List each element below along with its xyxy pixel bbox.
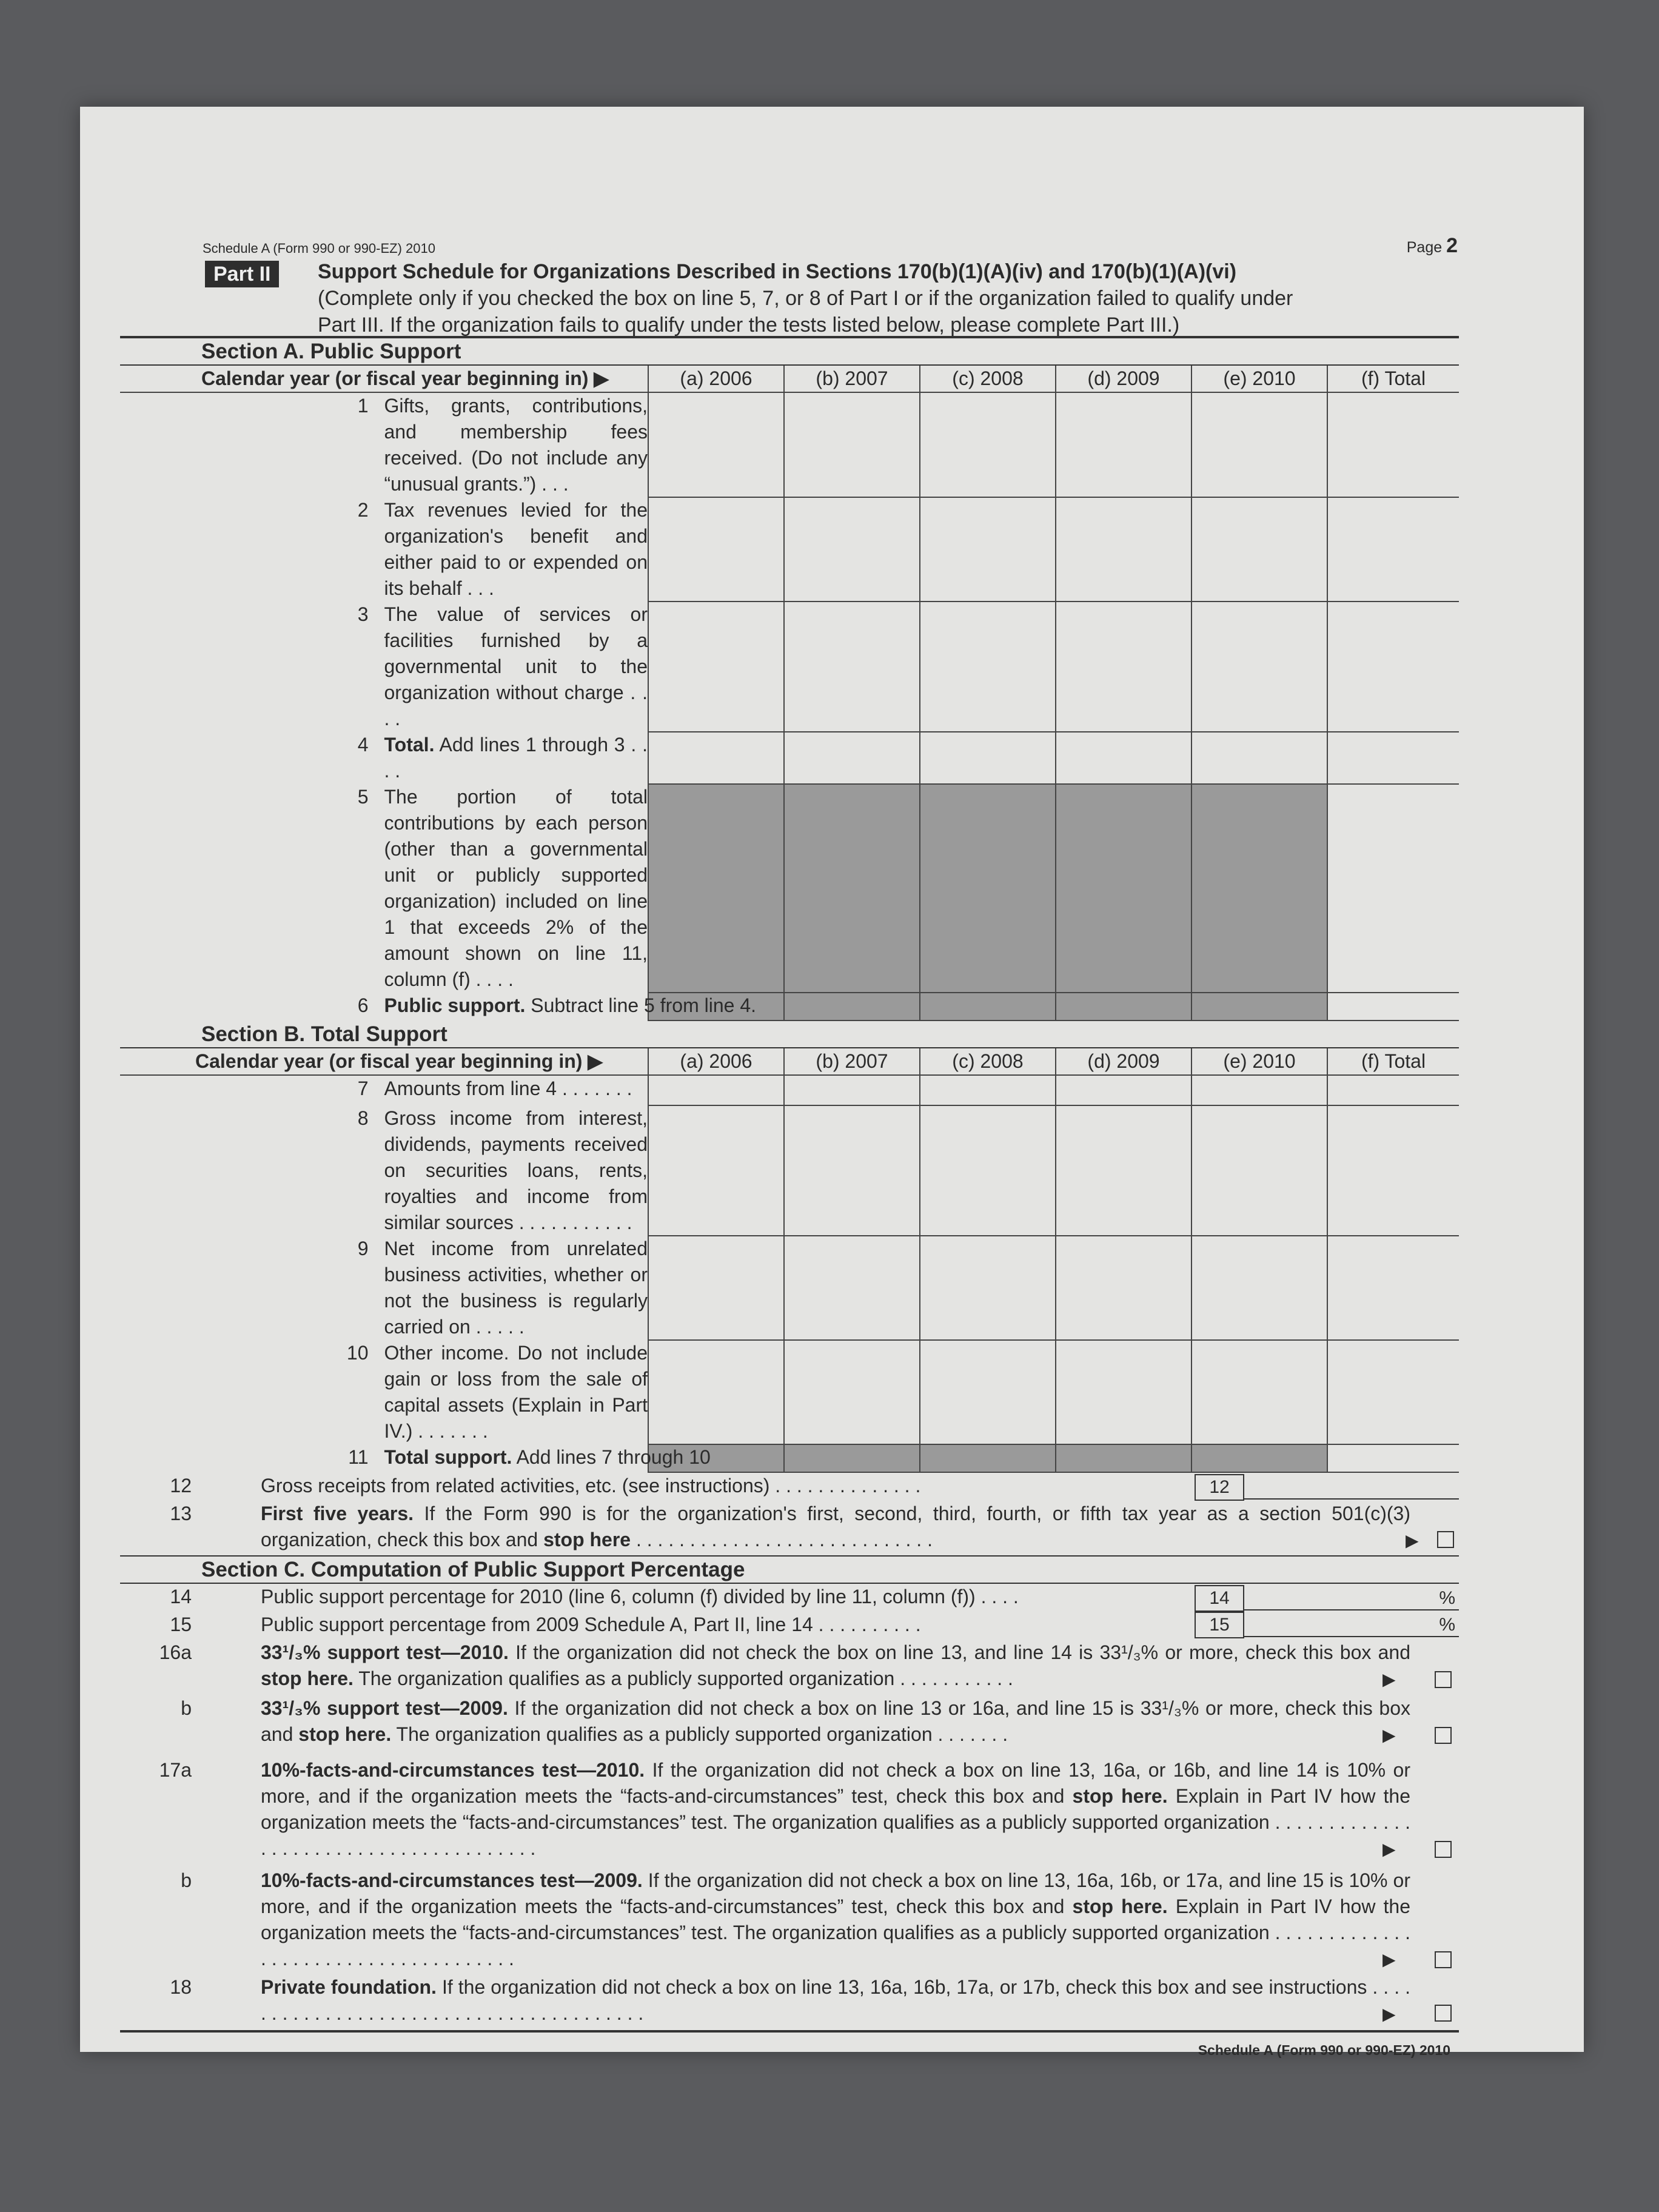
line-15-box-label: 15 — [1195, 1612, 1244, 1638]
line-8-col-b[interactable] — [784, 1105, 920, 1236]
line-8-col-c[interactable] — [920, 1105, 1056, 1236]
line-number: 12 — [170, 1475, 192, 1496]
line-1-col-d[interactable] — [1056, 392, 1191, 497]
line-9-row — [120, 1236, 1459, 1340]
line-3-col-c[interactable] — [920, 602, 1056, 732]
line-9-col-a[interactable] — [648, 1236, 784, 1340]
line-7-col-f[interactable] — [1327, 1075, 1459, 1105]
line-2-col-a[interactable] — [648, 497, 784, 602]
col-header-a: (a) 2006 — [648, 1048, 784, 1075]
shaded-cell — [1056, 1444, 1191, 1472]
line-description: Public support percentage from 2009 Schedule A, Part II, line 14 . . . . . . . . . . — [261, 1614, 921, 1635]
arrow-icon: ▶ — [1382, 2005, 1396, 2023]
arrow-icon: ▶ — [1382, 1670, 1396, 1689]
page-number: Page 2 — [1406, 234, 1458, 257]
col-header-b: (b) 2007 — [784, 366, 920, 392]
line-5-row — [120, 784, 1459, 993]
line-6-row — [120, 993, 1459, 1021]
line-3-col-d[interactable] — [1056, 602, 1191, 732]
line-1-col-c[interactable] — [920, 392, 1056, 497]
part-title-block — [318, 258, 1453, 338]
col-header-d: (d) 2009 — [1056, 366, 1191, 392]
line-2-col-b[interactable] — [784, 497, 920, 602]
line-9-col-e[interactable] — [1191, 1236, 1327, 1340]
shaded-cell — [1191, 784, 1327, 993]
line-description: Private foundation. If the organization did not check a box on line 13, 16a, 16b, 17a, or 17b, check this box and see instructions . . . . . . . . . . . . . . . . . . . . . . . . . . . . . . . . . . . . . . . . — [261, 1976, 1411, 2024]
line-number: 17a — [159, 1759, 192, 1781]
line-7-col-c[interactable] — [920, 1075, 1056, 1105]
line-15-percent-field[interactable] — [1244, 1612, 1459, 1637]
line-15-row — [120, 1612, 1459, 1640]
shaded-cell — [1191, 993, 1327, 1021]
line-number: 11 — [348, 1446, 369, 1468]
col-header-c: (c) 2008 — [920, 1048, 1056, 1075]
line-14-box-label: 14 — [1195, 1585, 1244, 1612]
line-description: The portion of total contributions by each person (other than a governmental unit or publicly supported organization) included on line 1 that exceeds 2% of the amount shown on line 11, column (f) . . . . — [384, 786, 648, 990]
line-7-col-b[interactable] — [784, 1075, 920, 1105]
arrow-icon: ▶ — [1382, 1840, 1396, 1858]
line-12-box-label: 12 — [1195, 1474, 1244, 1501]
footer-form-reference: Schedule A (Form 990 or 990-EZ) 2010 — [1198, 2042, 1450, 2058]
line-description: 33¹/₃% support test—2009. If the organization did not check a box on line 13 or 16a, and line 15 is 33¹/₃% or more, check this box and stop here. The organization qualifies as a publicly supported organization . . . . . . . — [261, 1697, 1411, 1745]
line-17a-row — [120, 1757, 1459, 1868]
line-description: Public support percentage for 2010 (line 6, column (f) divided by line 11, column (f)) . . . . — [261, 1586, 1019, 1607]
line-16b-checkbox[interactable] — [1435, 1727, 1452, 1744]
line-17b-row — [120, 1868, 1459, 1974]
line-4-col-e[interactable] — [1191, 732, 1327, 784]
line-4-col-c[interactable] — [920, 732, 1056, 784]
section-b-table — [120, 1048, 1459, 1473]
section-c-title: Section C. Computation of Public Support Percentage — [120, 1557, 1459, 1584]
line-4-col-d[interactable] — [1056, 732, 1191, 784]
line-number: 7 — [357, 1078, 369, 1099]
col-header-a: (a) 2006 — [648, 366, 784, 392]
line-description: Gifts, grants, contributions, and membership fees received. (Do not include any “unusual grants.”) . . . — [384, 395, 648, 495]
line-9-col-d[interactable] — [1056, 1236, 1191, 1340]
line-description: First five years. If the Form 990 is for the organization's first, second, third, fourth, or fifth tax year as a section 501(c)(3) organization, check this box and stop here . . . . . . . . . . . . . . . . . . . . . . . . . . . . — [261, 1503, 1411, 1550]
line-17b-checkbox[interactable] — [1435, 1951, 1452, 1968]
part-instructions-1: (Complete only if you checked the box on line 5, 7, or 8 of Part I or if the organization failed to qualify under — [318, 287, 1293, 310]
section-a-title: Section A. Public Support — [120, 338, 1459, 366]
line-description: Gross receipts from related activities, etc. (see instructions) . . . . . . . . . . . . . . — [261, 1475, 921, 1496]
line-3-col-f[interactable] — [1327, 602, 1459, 732]
shaded-cell — [920, 784, 1056, 993]
line-2-col-f[interactable] — [1327, 497, 1459, 602]
shaded-cell — [1191, 1444, 1327, 1472]
line-description: Tax revenues levied for the organization's benefit and either paid to or expended on its behalf . . . — [384, 499, 648, 599]
line-number: 10 — [346, 1342, 369, 1364]
col-header-b: (b) 2007 — [784, 1048, 920, 1075]
line-2-col-c[interactable] — [920, 497, 1056, 602]
line-1-col-a[interactable] — [648, 392, 784, 497]
line-number: b — [181, 1869, 192, 1891]
line-8-col-a[interactable] — [648, 1105, 784, 1236]
section-b-title: Section B. Total Support — [120, 1021, 1459, 1048]
line-1-col-e[interactable] — [1191, 392, 1327, 497]
col-header-e: (e) 2010 — [1191, 366, 1327, 392]
col-header-f: (f) Total — [1327, 366, 1459, 392]
line-8-col-f[interactable] — [1327, 1105, 1459, 1236]
section-a-column-headers — [120, 366, 1459, 392]
line-number: 15 — [170, 1614, 192, 1635]
line-7-row — [120, 1075, 1459, 1105]
line-number: 1 — [357, 395, 369, 417]
line-16b-row — [120, 1695, 1459, 1757]
line-10-col-e[interactable] — [1191, 1340, 1327, 1444]
line-7-col-a[interactable] — [648, 1075, 784, 1105]
line-13-row — [120, 1501, 1459, 1557]
line-9-col-f[interactable] — [1327, 1236, 1459, 1340]
line-description: 10%-facts-and-circumstances test—2009. If the organization did not check a box on line 13, 16a, 16b, or 17a, and line 15 is 10% or more, and if the organization meets the “facts-and-circumstances” test, check this box and stop here. Explain in Part IV how the organization meets the “facts-and-circumstances” test. The organization qualifies as a publicly supported organization . . . . . . . . . . . . . . . . . . . . . . . . . . . . . . . . . . . . . — [261, 1869, 1411, 1969]
line-1-col-b[interactable] — [784, 392, 920, 497]
part-ii-header — [120, 255, 1459, 338]
line-4-col-b[interactable] — [784, 732, 920, 784]
line-14-percent-field[interactable] — [1244, 1585, 1459, 1610]
calendar-year-label: Calendar year (or fiscal year beginning in) ▶ — [120, 1048, 648, 1075]
line-number: 4 — [357, 734, 369, 756]
line-10-row — [120, 1340, 1459, 1444]
line-number: 3 — [357, 603, 369, 625]
page-footer — [120, 2033, 1459, 2057]
line-4-row — [120, 732, 1459, 784]
line-4-col-a[interactable] — [648, 732, 784, 784]
line-description: Total. Add lines 1 through 3 . . . . — [384, 734, 648, 782]
shaded-cell — [920, 1444, 1056, 1472]
percent-sign: % — [1439, 1615, 1455, 1635]
line-8-row — [120, 1105, 1459, 1236]
line-6-col-f[interactable] — [1327, 993, 1459, 1021]
line-3-col-e[interactable] — [1191, 602, 1327, 732]
line-description: 10%-facts-and-circumstances test—2010. If the organization did not check a box on line 13, 16a, or 16b, and line 14 is 10% or more, and if the organization meets the “facts-and-circumstances” test, check this box and stop here. Explain in Part IV how the organization meets the “facts-and-circumstances” test. The organization qualifies as a publicly supported organization . . . . . . . . . . . . . . . . . . . . . . . . . . . . . . . . . . . . . . . — [261, 1759, 1411, 1859]
part-instructions-2: Part III. If the organization fails to qualify under the tests listed below, please complete Part III.) — [318, 313, 1180, 337]
part-label: Part II — [205, 261, 279, 287]
form-reference: Schedule A (Form 990 or 990-EZ) 2010 — [203, 241, 435, 256]
section-a-table — [120, 366, 1459, 1021]
col-header-c: (c) 2008 — [920, 366, 1056, 392]
line-10-col-b[interactable] — [784, 1340, 920, 1444]
line-description: Other income. Do not include gain or loss from the sale of capital assets (Explain in Part IV.) . . . . . . . — [384, 1342, 648, 1442]
line-7-col-e[interactable] — [1191, 1075, 1327, 1105]
line-17a-checkbox[interactable] — [1435, 1841, 1452, 1858]
line-description: Amounts from line 4 . . . . . . . — [384, 1078, 632, 1099]
line-8-col-d[interactable] — [1056, 1105, 1191, 1236]
col-header-f: (f) Total — [1327, 1048, 1459, 1075]
arrow-icon: ▶ — [1382, 1726, 1396, 1744]
line-number: 6 — [357, 994, 369, 1016]
shaded-cell — [1056, 784, 1191, 993]
percent-sign: % — [1439, 1588, 1455, 1608]
line-14-row — [120, 1584, 1459, 1612]
calendar-year-label: Calendar year (or fiscal year beginning in) ▶ — [120, 366, 648, 392]
line-13-checkbox[interactable] — [1437, 1531, 1454, 1548]
line-11-row — [120, 1444, 1459, 1472]
line-2-col-e[interactable] — [1191, 497, 1327, 602]
line-7-col-d[interactable] — [1056, 1075, 1191, 1105]
line-9-col-b[interactable] — [784, 1236, 920, 1340]
line-3-col-a[interactable] — [648, 602, 784, 732]
line-10-col-a[interactable] — [648, 1340, 784, 1444]
line-description: Total support. Add lines 7 through 10 — [384, 1446, 711, 1468]
line-number: b — [181, 1697, 192, 1719]
line-18-checkbox[interactable] — [1435, 2005, 1452, 2022]
schedule-a-form — [120, 230, 1459, 2057]
line-11-col-f[interactable] — [1327, 1444, 1459, 1472]
shaded-cell — [1056, 993, 1191, 1021]
line-description: The value of services or facilities furnished by a governmental unit to the organization without charge . . . . — [384, 603, 648, 729]
line-2-col-d[interactable] — [1056, 497, 1191, 602]
line-number: 2 — [357, 499, 369, 521]
col-header-d: (d) 2009 — [1056, 1048, 1191, 1075]
line-16a-row — [120, 1640, 1459, 1695]
line-18-row — [120, 1974, 1459, 2033]
line-number: 14 — [170, 1586, 192, 1607]
line-1-col-f[interactable] — [1327, 392, 1459, 497]
shaded-cell — [920, 993, 1056, 1021]
shaded-cell — [784, 993, 920, 1021]
line-2-row — [120, 497, 1459, 602]
line-1-row — [120, 392, 1459, 497]
line-12-amount-field[interactable] — [1244, 1474, 1459, 1500]
line-number: 9 — [357, 1238, 369, 1259]
line-description: Net income from unrelated business activities, whether or not the business is regularly carried on . . . . . — [384, 1238, 648, 1338]
line-3-row — [120, 602, 1459, 732]
line-10-col-f[interactable] — [1327, 1340, 1459, 1444]
line-16a-checkbox[interactable] — [1435, 1671, 1452, 1688]
line-description: 33¹/₃% support test—2010. If the organization did not check the box on line 13, and line 14 is 33¹/₃% or more, check this box and stop here. The organization qualifies as a publicly supported organization . . . . . . . . . . . — [261, 1641, 1411, 1689]
arrow-icon: ▶ — [1406, 1531, 1419, 1550]
shaded-cell — [648, 784, 784, 993]
line-5-col-f[interactable] — [1327, 784, 1459, 993]
line-number: 5 — [357, 786, 369, 808]
line-3-col-b[interactable] — [784, 602, 920, 732]
line-number: 8 — [357, 1107, 369, 1129]
line-10-col-c[interactable] — [920, 1340, 1056, 1444]
shaded-cell — [784, 784, 920, 993]
line-8-col-e[interactable] — [1191, 1105, 1327, 1236]
section-b-column-headers — [120, 1048, 1459, 1075]
line-number: 16a — [159, 1641, 192, 1663]
line-description: Gross income from interest, dividends, payments received on securities loans, rents, royalties and income from similar sources . . . . . . . . . . . — [384, 1107, 648, 1233]
page-header — [120, 230, 1459, 255]
line-description: Public support. Subtract line 5 from line 4. — [384, 994, 757, 1016]
line-10-col-d[interactable] — [1056, 1340, 1191, 1444]
col-header-e: (e) 2010 — [1191, 1048, 1327, 1075]
line-9-col-c[interactable] — [920, 1236, 1056, 1340]
line-number: 18 — [170, 1976, 192, 1998]
line-4-col-f[interactable] — [1327, 732, 1459, 784]
arrow-icon: ▶ — [1382, 1950, 1396, 1969]
shaded-cell — [784, 1444, 920, 1472]
part-title: Support Schedule for Organizations Described in Sections 170(b)(1)(A)(iv) and 170(b)(1)(A)(vi) — [318, 260, 1237, 283]
line-number: 13 — [170, 1503, 192, 1524]
line-12-row — [120, 1473, 1459, 1501]
